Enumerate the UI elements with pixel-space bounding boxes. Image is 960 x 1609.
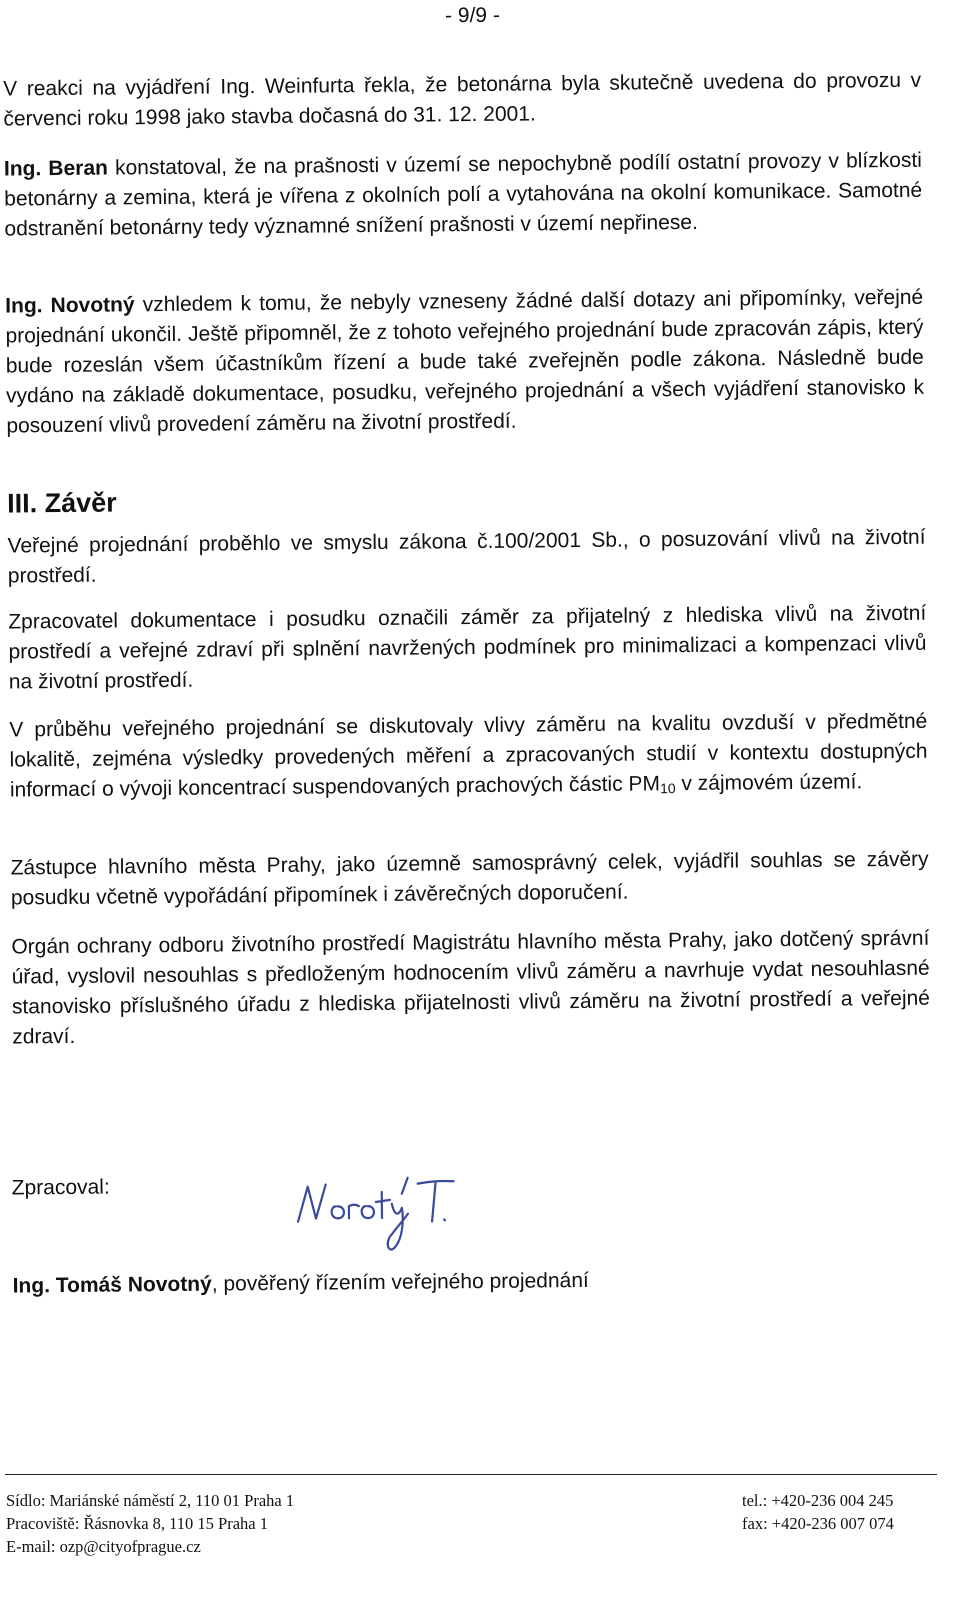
paragraph-prague-consent: Zástupce hlavního města Prahy, jako územně samosprávný celek, vyjádřil souhlas se závěry posudku včetně vypořádání připomínek i závěrečných doporučení. [10,847,929,910]
footer-contacts-right [742,1489,894,1535]
signatory-role: , pověřený řízením veřejného projednání [211,1268,589,1296]
paragraph-novotny: Ing. Novotný vzhledem k tomu, že nebyly vzneseny žádné další dotazy ani připomínky, veřejné projednání ukončil. Ještě připomněl, že z tohoto veřejného projednání bude zpracován zápis, který bude rozeslán všem účastníkům řízení a bude také zveřejněn podle zákona. Následně bude vydáno na základě dokumentace, posudku, veřejného projednání a všech vyjádření stanovisko k posouzení vlivů provedení záměru na životní prostředí. [5,285,925,438]
page-number: - 9/9 - [444,3,501,28]
signatory [13,1269,589,1299]
footer-contacts-left [6,1489,294,1558]
paragraph-weinfurt-reply: V reakci na vyjádření Ing. Weinfurta řekla, že betonárna byla skutečně uvedena do provozu v červenci roku 1998 jako stavba dočasná do 31. 12. 2001. [3,68,922,131]
paragraph-air-quality: V průběhu veřejného projednání se diskutovaly vlivy záměru na kvalitu ovzduší v předmětné lokalitě, zejména výsledky provedených měření a zpracovaných studií v kontextu dostupných informací o vývoji koncentrací suspendovaných prachových částic $PM_{10}$ v zájmovém území. [9,709,928,802]
paragraph-acceptability: Zpracovatel dokumentace i posudku označili záměr za přijatelný z hlediska vlivů na životní prostředí a veřejné zdraví při splnění navržených podmínek pro minimalizaci a kompenzaci vlivů na životní prostředí. [8,601,927,694]
signatory-name: Ing. Tomáš Novotný [12,1272,212,1298]
prepared-by-label: Zpracoval: [11,1175,110,1200]
footer-divider [5,1474,937,1475]
paragraph-beran: Ing. Beran konstatoval, že na prašnosti v území se nepochybně podílí ostatní provozy v blízkosti betonárny a zemina, která je vířena z okolních polí a vytahována na okolní komunikace. Samotné odstranění betonárny tedy významné snížení prašnosti v území nepřinese. [3,148,923,241]
paragraph-authority-disagreement: Orgán ochrany odboru životního prostředí Magistrátu hlavního města Prahy, jako dotčený správní úřad, vyslovil nesouhlas s předloženým hodnocením vlivů záměru a navrhuje vydat nesouhlasné stanovisko příslušného úřadu z hlediska přijatelnosti vlivů záměru na životní prostředí a veřejné zdraví. [11,926,931,1049]
handwritten-signature [285,1155,476,1267]
footer-tel: tel.: +420-236 004 245 [742,1491,894,1510]
speaker-name: Ing. Beran [3,156,109,181]
footer-fax: fax: +420-236 007 074 [742,1514,894,1533]
footer-email: E-mail: ozp@cityofprague.cz [6,1537,201,1556]
section-heading-zaver: III. Závěr [6,487,117,519]
paragraph-conclusion-law: Veřejné projednání proběhlo ve smyslu zákona č.100/2001 Sb., o posuzování vlivů na životní prostředí. [7,525,926,588]
speaker-name: Ing. Novotný [5,293,135,318]
footer-workplace: Pracoviště: Řásnovka 8, 110 15 Praha 1 [6,1514,268,1533]
footer-address: Sídlo: Mariánské náměstí 2, 110 01 Praha 1 [6,1491,295,1510]
